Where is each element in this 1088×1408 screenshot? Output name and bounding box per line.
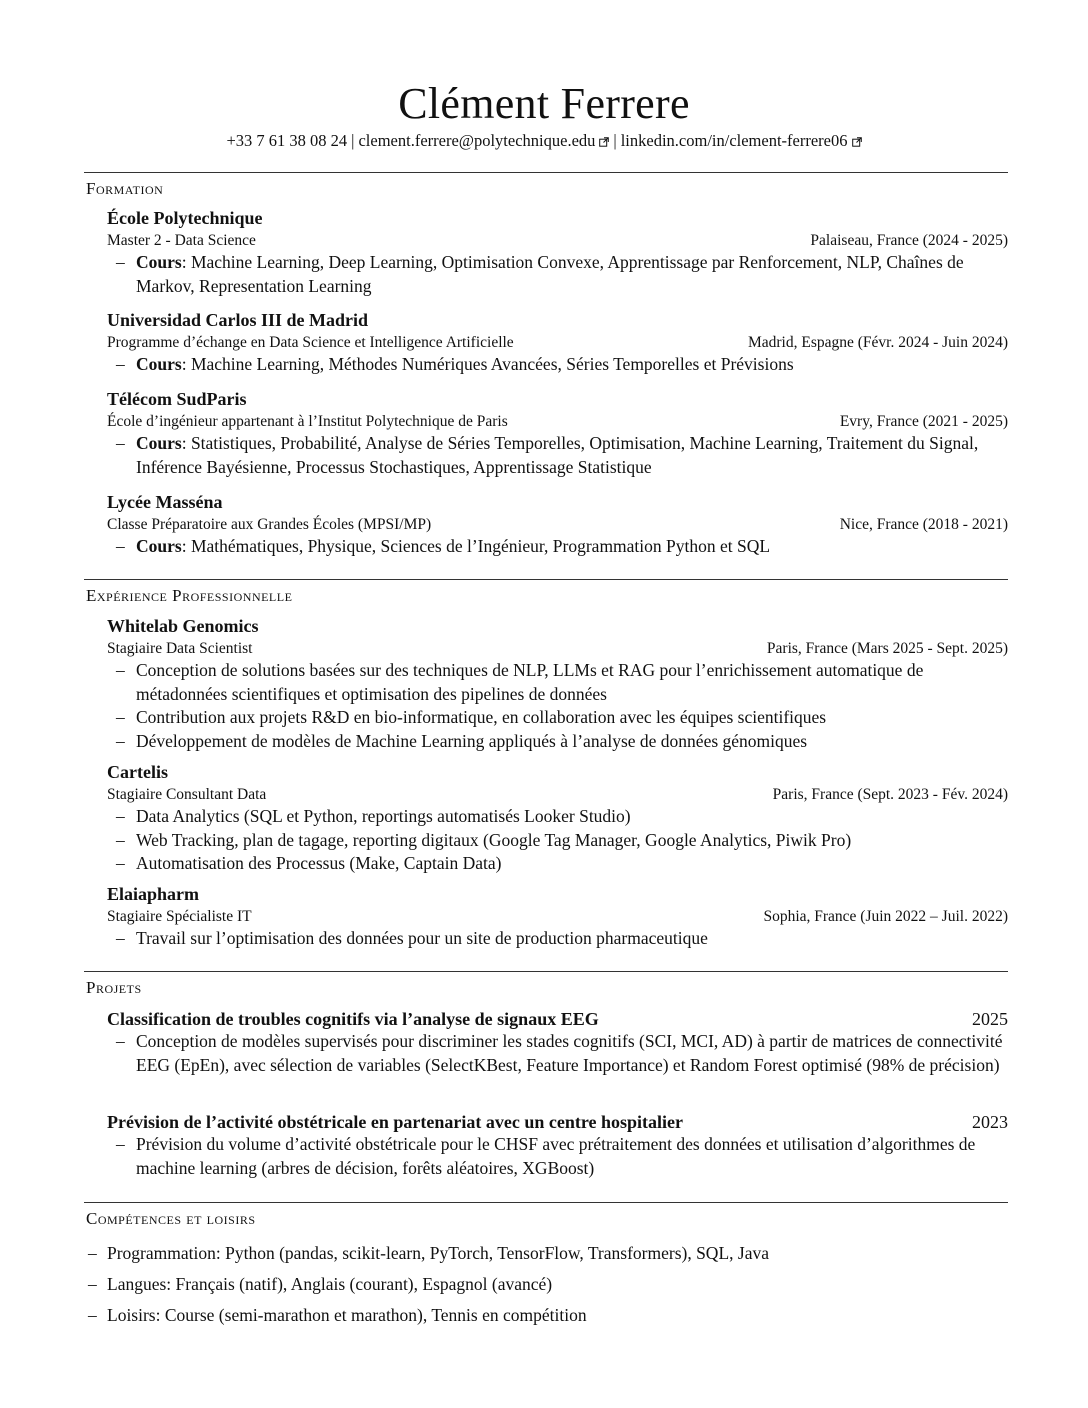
job-role: Stagiaire Spécialiste IT [107, 908, 252, 925]
section-experience [84, 579, 1008, 605]
experience-entry [107, 883, 1008, 951]
school-name: Universidad Carlos III de Madrid [107, 310, 369, 330]
company-name: Whitelab Genomics [107, 616, 259, 636]
program-name: Programme d’échange en Data Science et Intelligence Artificielle [107, 334, 514, 351]
bullet-item: – Prévision du volume d’activité obstétricale pour le CHSF avec prétraitement des données et utilisation d’algorithmes de machine learning (arbres de décision, forêts aléatoires, XGBoost) [107, 1133, 1008, 1180]
skill-item: – Langues: Français (natif), Anglais (courant), Espagnol (avancé) [84, 1273, 1008, 1296]
place-date: Nice, France (2018 - 2021) [839, 516, 1008, 533]
section-formation [84, 172, 1008, 198]
education-entry [107, 491, 1008, 559]
education-entry [107, 309, 1008, 377]
bullet-item: – Automatisation des Processus (Make, Captain Data) [107, 852, 1008, 876]
section-title: Projets [86, 978, 142, 997]
linkedin-link[interactable]: linkedin.com/in/clement-ferrere06 [621, 131, 862, 150]
section-title: Compétences et loisirs [86, 1209, 256, 1228]
program-name: Classe Préparatoire aux Grandes Écoles (MPSI/MP) [107, 516, 432, 533]
bullet-item: – Data Analytics (SQL et Python, reportings automatisés Looker Studio) [107, 805, 1008, 829]
company-name: Elaiapharm [107, 884, 200, 904]
skill-item: – Programmation: Python (pandas, scikit-learn, PyTorch, TensorFlow, Transformers), SQL, Java [84, 1242, 1008, 1265]
skill-item: – Loisirs: Course (semi-marathon et marathon), Tennis en compétition [84, 1304, 1008, 1327]
experience-entry [107, 761, 1008, 876]
education-entry [107, 207, 1008, 298]
candidate-name: Clément Ferrere [398, 79, 690, 128]
place-date: Madrid, Espagne (Févr. 2024 - Juin 2024) [747, 334, 1008, 351]
project-name: Prévision de l’activité obstétricale en partenariat avec un centre hospitalier [107, 1112, 684, 1132]
bullet-item: – Développement de modèles de Machine Learning appliqués à l’analyse de données génomiques [107, 730, 1008, 754]
education-entry [107, 388, 1008, 479]
section-title: Expérience Professionnelle [86, 586, 293, 605]
bullet-item: – Web Tracking, plan de tagage, reporting digitaux (Google Tag Manager, Google Analytics, Piwik Pro) [107, 829, 1008, 853]
job-role: Stagiaire Data Scientist [107, 640, 253, 657]
place-date: Sophia, France (Juin 2022 – Juil. 2022) [763, 908, 1008, 925]
job-role: Stagiaire Consultant Data [107, 786, 267, 803]
school-name: Télécom SudParis [107, 389, 247, 409]
place-date: Paris, France (Mars 2025 - Sept. 2025) [766, 640, 1008, 657]
separator: | [351, 131, 355, 150]
phone-number: +33 7 61 38 08 24 [226, 131, 348, 150]
bullet-item: – Contribution aux projets R&D en bio-informatique, en collaboration avec les équipes scientifiques [107, 706, 1008, 730]
project-name: Classification de troubles cognitifs via l’analyse de signaux EEG [107, 1009, 599, 1029]
section-skills [84, 1202, 1008, 1228]
experience-entry [107, 615, 1008, 753]
program-name: École d’ingénieur appartenant à l’Institut Polytechnique de Paris [107, 413, 508, 430]
school-name: Lycée Masséna [107, 492, 223, 512]
external-link-icon [599, 137, 609, 147]
courses-item: – Cours: Machine Learning, Méthodes Numériques Avancées, Séries Temporelles et Prévisions [107, 353, 1008, 377]
school-name: École Polytechnique [107, 208, 263, 228]
place-date: Evry, France (2021 - 2025) [839, 413, 1008, 430]
courses-item: – Cours: Statistiques, Probabilité, Analyse de Séries Temporelles, Optimisation, Machine Learning, Traitement du Signal, Inférence Bayésienne, Processus Stochastiques, Apprentissage Statistique [107, 432, 1008, 479]
project-entry [107, 1111, 1008, 1180]
courses-item: – Cours: Mathématiques, Physique, Sciences de l’Ingénieur, Programmation Python et SQL [107, 535, 1008, 559]
company-name: Cartelis [107, 762, 168, 782]
project-year: 2025 [972, 1009, 1008, 1029]
section-projects [84, 971, 1008, 997]
project-entry [107, 1008, 1008, 1077]
bullet-item: – Conception de modèles supervisés pour discriminer les stades cognitifs (SCI, MCI, AD) à partir de matrices de connectivité EEG (EpEn), avec sélection de variables (SelectKBest, Feature Importance) et Random Forest optimisé (98% de précision) [107, 1030, 1008, 1077]
courses-item: – Cours: Machine Learning, Deep Learning, Optimisation Convexe, Apprentissage par Renforcement, NLP, Chaînes de Markov, Representation Learning [107, 251, 1008, 298]
bullet-item: – Travail sur l’optimisation des données pour un site de production pharmaceutique [107, 927, 1008, 951]
place-date: Paris, France (Sept. 2023 - Fév. 2024) [772, 786, 1008, 803]
separator: | [613, 131, 617, 150]
skills-list [84, 1242, 1008, 1335]
place-date: Palaiseau, France (2024 - 2025) [810, 232, 1008, 249]
project-year: 2023 [972, 1112, 1008, 1132]
program-name: Master 2 - Data Science [107, 232, 256, 249]
external-link-icon [852, 137, 862, 147]
section-title: Formation [86, 179, 164, 198]
email-link[interactable]: clement.ferrere@polytechnique.edu [358, 131, 609, 150]
bullet-item: – Conception de solutions basées sur des techniques de NLP, LLMs et RAG pour l’enrichissement automatique de métadonnées scientifiques et optimisation des pipelines de données [107, 659, 1008, 706]
contact-line [0, 131, 1088, 151]
